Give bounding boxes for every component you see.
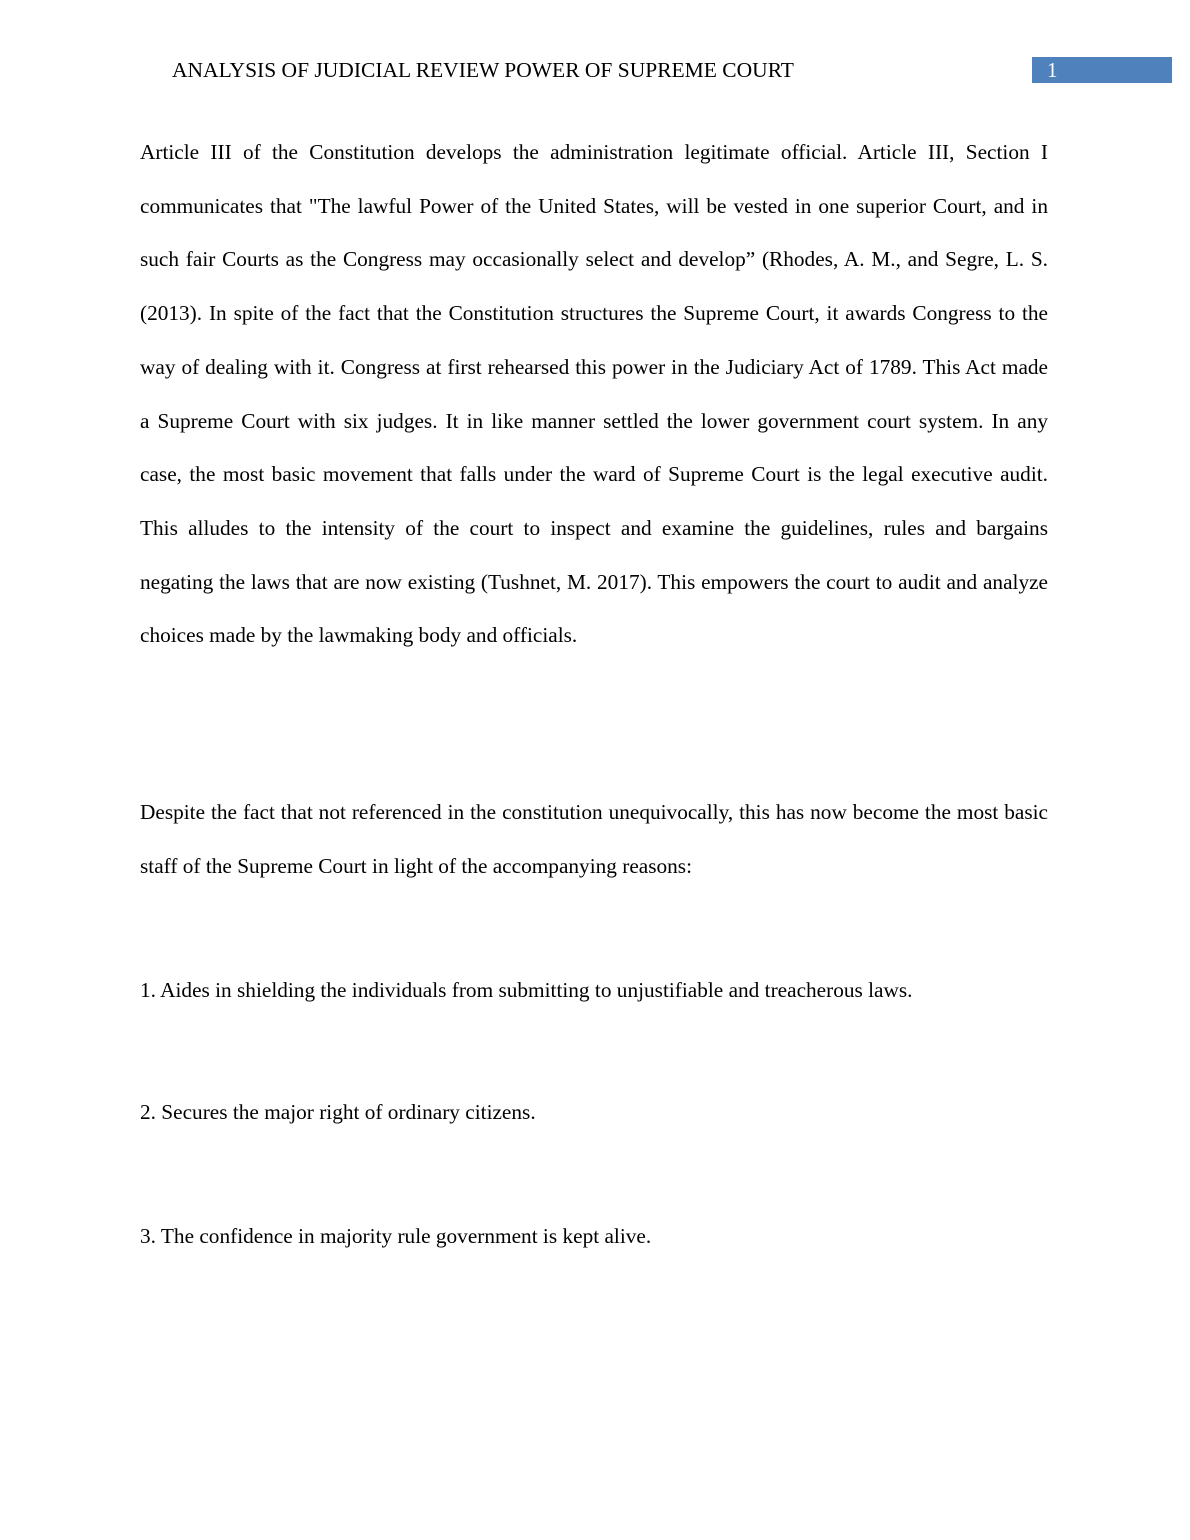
paragraph-2: Despite the fact that not referenced in the constitution unequivocally, this has now become the most basic staff of the Supreme Court in light of the accompanying reasons: xyxy=(140,800,1048,878)
list-item: 1. Aides in shielding the individuals from submitting to unjustifiable and treacherous laws. xyxy=(140,978,913,1002)
page-number: 1 xyxy=(1047,58,1058,82)
list-item: 2. Secures the major right of ordinary citizens. xyxy=(140,1100,536,1124)
paragraph-1: Article III of the Constitution develops the administration legitimate official. Article III, Section I communicates that "The lawful Power of the United States, will be vested in one superior Court, and in such fair Courts as the Congress may occasionally select and develop” (Rhodes, A. M., and Segre, L. S. (2013). In spite of the fact that the Constitution structures the Supreme Court, it awards Congress to the way of dealing with it. Congress at first rehearsed this power in the Judiciary Act of 1789. This Act made a Supreme Court with six judges. It in like manner settled the lower government court system. In any case, the most basic movement that falls under the ward of Supreme Court is the legal executive audit. This alludes to the intensity of the court to inspect and examine the guidelines, rules and bargains negating the laws that are now existing (Tushnet, M. 2017). This empowers the court to audit and analyze choices made by the lawmaking body and officials. xyxy=(140,140,1048,648)
running-head: ANALYSIS OF JUDICIAL REVIEW POWER OF SUPREME COURT xyxy=(172,58,794,82)
list-item: 3. The confidence in majority rule government is kept alive. xyxy=(140,1224,652,1248)
page-number-box xyxy=(1032,57,1172,83)
